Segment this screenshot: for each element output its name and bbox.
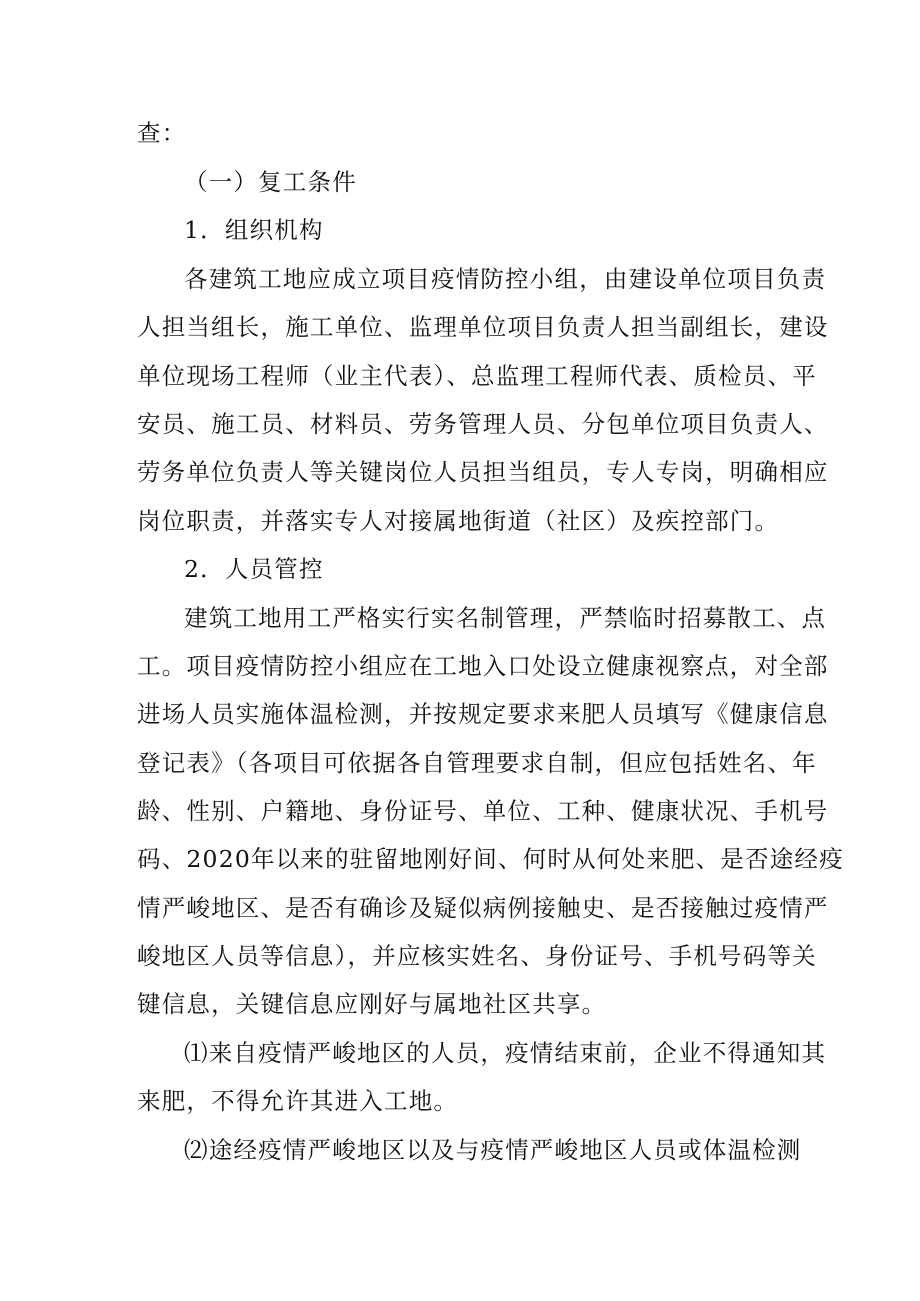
paragraph-line: 安员、施工员、材料员、劳务管理人员、分包单位项目负责人、 [137, 410, 829, 438]
subheading-organization: 1．组织机构 [184, 216, 324, 244]
list-item-1-line: 来肥，不得允许其进入工地。 [137, 1087, 459, 1115]
paragraph-line: 龄、性别、户籍地、身份证号、单位、工种、健康状况、手机号 [137, 797, 829, 825]
section-heading-resume-conditions: （一）复工条件 [184, 168, 357, 196]
paragraph-line: 人担当组长，施工单位、监理单位项目负责人担当副组长，建设 [137, 313, 829, 341]
paragraph-line: 码、2020年以来的驻留地刚好间、何时从何处来肥、是否途经疫 [137, 845, 844, 873]
paragraph-line: 各建筑工地应成立项目疫情防控小组，由建设单位项目负责 [184, 265, 827, 293]
paragraph-line: 登记表》（各项目可依据各自管理要求自制，但应包括姓名、年 [137, 749, 817, 777]
subheading-personnel-control: 2．人员管控 [184, 555, 324, 583]
paragraph-line: 建筑工地用工严格实行实名制管理，严禁临时招募散工、点 [184, 604, 827, 632]
list-item-1-line: ⑴来自疫情严峻地区的人员，疫情结束前，企业不得通知其 [184, 1039, 827, 1067]
list-item-2-line: ⑵途经疫情严峻地区以及与疫情严峻地区人员或体温检测 [184, 1136, 802, 1164]
paragraph-line: 岗位职责，并落实专人对接属地街道（社区）及疾控部门。 [137, 507, 780, 535]
paragraph-line: 键信息，关键信息应刚好与属地社区共享。 [137, 990, 607, 1018]
paragraph-line: 单位现场工程师（业主代表）、总监理工程师代表、质检员、平 [137, 362, 817, 390]
paragraph-line: 峻地区人员等信息），并应核实姓名、身份证号、手机号码等关 [137, 942, 817, 970]
paragraph-line: 进场人员实施体温检测，并按规定要求来肥人员填写《健康信息 [137, 700, 829, 728]
text-line-continuation: 查： [137, 119, 187, 147]
paragraph-line: 工。项目疫情防控小组应在工地入口处设立健康视察点，对全部 [137, 652, 829, 680]
paragraph-line: 劳务单位负责人等关键岗位人员担当组员，专人专岗，明确相应 [137, 458, 829, 486]
paragraph-line: 情严峻地区、是否有确诊及疑似病例接触史、是否接触过疫情严 [137, 894, 829, 922]
